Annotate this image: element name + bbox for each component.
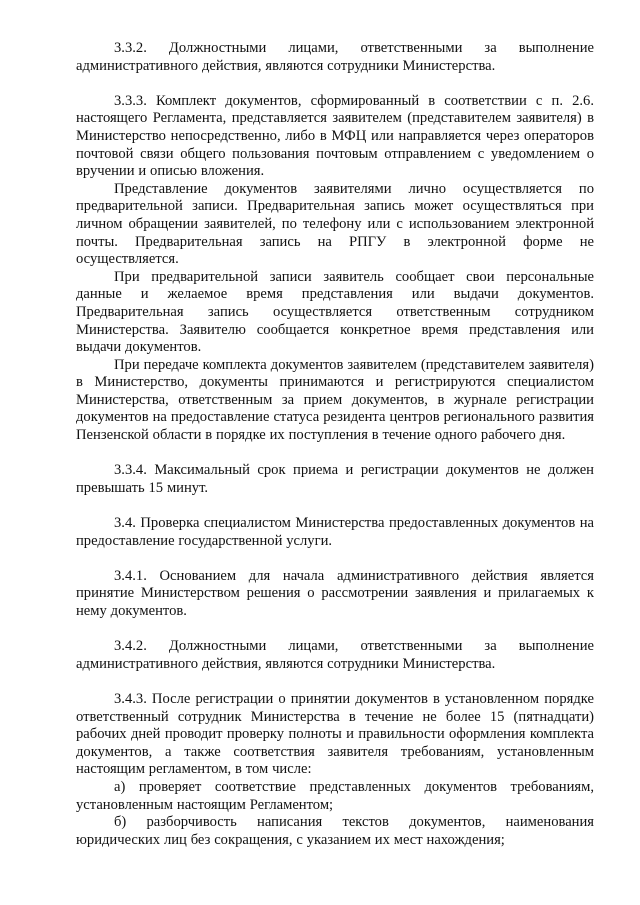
paragraph-3-4-2: 3.4.2. Должностными лицами, ответственными за выполнение административного действия, являются сотрудники Министерства.	[76, 638, 594, 672]
document-body	[76, 40, 594, 849]
paragraph-list-item-a: а) проверяет соответствие представленных документов требованиям, установленным настоящим Регламентом;	[76, 778, 594, 813]
paragraph-3-4-1: 3.4.1. Основанием для начала административного действия является принятие Министерством решения о рассмотрении заявления и прилагаемых к нему документов.	[76, 567, 594, 619]
paragraph-appointment-info: Представление документов заявителями лично осуществляется по предварительной записи. Предварительная запись может осуществляться при личном обращении заявителей, по телефону или с использованием электронной почты. Предварительная запись на РПГУ в электронной форме не осуществляется.	[76, 180, 594, 268]
paragraph-3-3-4: 3.3.4. Максимальный срок приема и регистрации документов не должен превышать 15 минут.	[76, 462, 594, 496]
paragraph-document-registration: При передаче комплекта документов заявителем (представителем заявителя) в Министерство, документы принимаются и регистрируются специалистом Министерства, ответственным за прием документов, в журнале регистрации документов на предоставление статуса резидента центров регионального развития Пензенской области в порядке их поступления в течение одного рабочего дня.	[76, 356, 594, 444]
paragraph-appointment-details: При предварительной записи заявитель сообщает свои персональные данные и желаемое время представления или выдачи документов. Предварительная запись осуществляется ответственным сотрудником Министерства. Заявителю сообщается конкретное время представления или выдачи документов.	[76, 268, 594, 356]
paragraph-3-3-2: 3.3.2. Должностными лицами, ответственными за выполнение административного действия, являются сотрудники Министерства.	[76, 40, 594, 74]
paragraph-3-4-3: 3.4.3. После регистрации о принятии документов в установленном порядке ответственный сотрудник Министерства в течение не более 15 (пятнадцати) рабочих дней проводит проверку полноты и правильности оформления комплекта документов, а также соответствия заявителя требованиям, установленным настоящим регламентом, в том числе:	[76, 690, 594, 778]
paragraph-3-4: 3.4. Проверка специалистом Министерства предоставленных документов на предоставление государственной услуги.	[76, 515, 594, 549]
paragraph-3-3-3: 3.3.3. Комплект документов, сформированный в соответствии с п. 2.6. настоящего Регламента, представляется заявителем (представителем заявителя) в Министерство непосредственно, либо в МФЦ или направляется через операторов почтовой связи общего пользования почтовым отправлением с уведомлением о вручении и описью вложения.	[76, 92, 594, 180]
paragraph-list-item-b: б) разборчивость написания текстов документов, наименования юридических лиц без сокращения, с указанием их мест нахождения;	[76, 814, 594, 848]
